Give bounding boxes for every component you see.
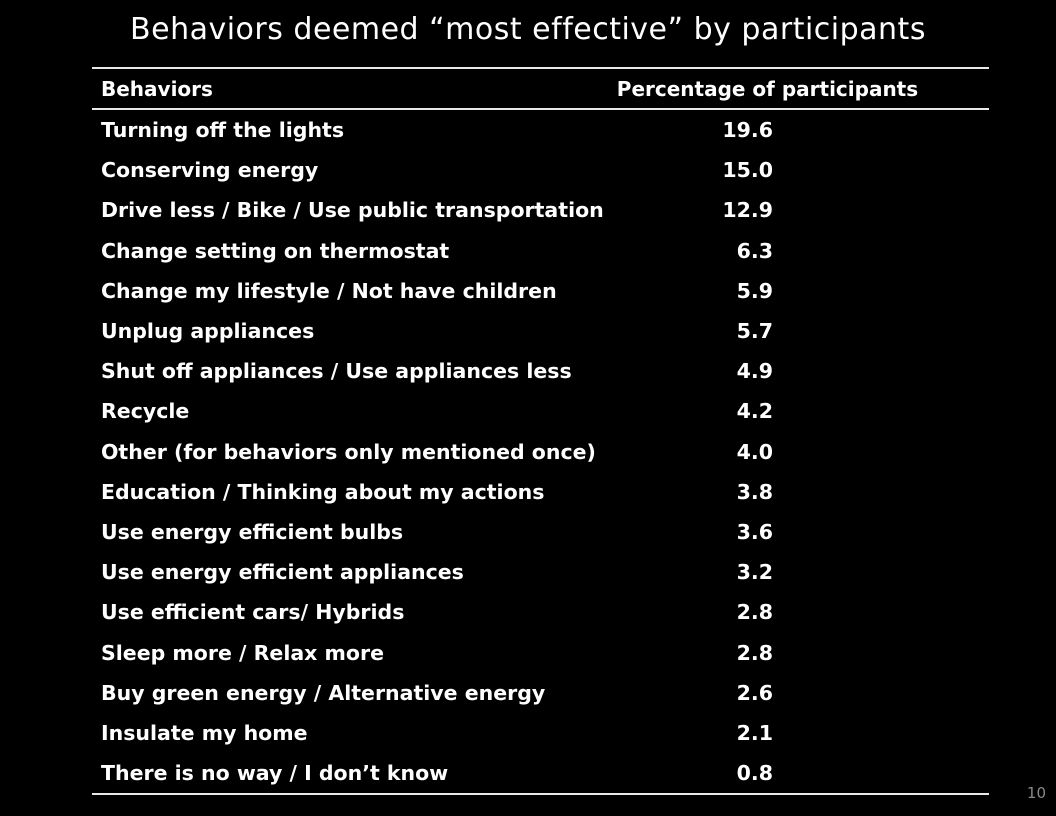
table-row [92, 753, 989, 793]
table-row [92, 592, 989, 632]
table-row [92, 432, 989, 472]
percentage-cell: 12.9 [722, 198, 773, 223]
behavior-cell: Insulate my home [101, 720, 308, 745]
percentage-cell: 3.6 [736, 519, 773, 544]
percentage-cell: 15.0 [722, 158, 773, 183]
table-row [92, 713, 989, 753]
behavior-cell: Sleep more / Relax more [101, 640, 384, 665]
page-number: 10 [1026, 784, 1046, 802]
behavior-cell: Conserving energy [101, 158, 319, 183]
behavior-cell: Other (for behaviors only mentioned once) [101, 439, 596, 464]
percentage-cell: 2.1 [736, 720, 773, 745]
table-row [92, 110, 989, 150]
percentage-cell: 19.6 [722, 118, 773, 143]
header-percentage: Percentage of participants [616, 76, 919, 101]
results-table [92, 69, 989, 793]
percentage-cell: 2.6 [736, 680, 773, 705]
behavior-cell: Use efficient cars/ Hybrids [101, 600, 405, 625]
percentage-cell: 3.2 [736, 560, 773, 585]
behavior-cell: Change my lifestyle / Not have children [101, 278, 557, 303]
behavior-cell: Use energy efficient appliances [101, 560, 464, 585]
table-row [92, 632, 989, 672]
table-row [92, 391, 989, 431]
percentage-cell: 6.3 [736, 238, 773, 263]
table-row [92, 231, 989, 271]
table-row [92, 271, 989, 311]
behavior-cell: There is no way / I don’t know [101, 761, 449, 786]
table-row [92, 351, 989, 391]
percentage-cell: 2.8 [736, 640, 773, 665]
percentage-cell: 5.7 [736, 319, 773, 344]
behavior-cell: Unplug appliances [101, 319, 315, 344]
table-row [92, 552, 989, 592]
percentage-cell: 4.2 [736, 399, 773, 424]
table-row [92, 512, 989, 552]
behavior-cell: Recycle [101, 399, 190, 424]
header-behaviors: Behaviors [101, 76, 213, 101]
table-header-row [92, 69, 989, 108]
percentage-cell: 4.0 [736, 439, 773, 464]
percentage-cell: 5.9 [736, 278, 773, 303]
table-row [92, 472, 989, 512]
behavior-cell: Shut off appliances / Use appliances less [101, 359, 572, 384]
table-row [92, 311, 989, 351]
table-bottom-rule [92, 793, 989, 795]
results-table-container [92, 67, 989, 795]
table-row [92, 673, 989, 713]
behavior-cell: Turning off the lights [101, 118, 345, 143]
table-row [92, 190, 989, 230]
behavior-cell: Education / Thinking about my actions [101, 479, 545, 504]
percentage-cell: 3.8 [736, 479, 773, 504]
table-row [92, 150, 989, 190]
table-body [92, 110, 989, 793]
percentage-cell: 0.8 [736, 761, 773, 786]
percentage-cell: 4.9 [736, 359, 773, 384]
slide-title: Behaviors deemed “most effective” by participants [130, 12, 926, 47]
behavior-cell: Change setting on thermostat [101, 238, 450, 263]
behavior-cell: Drive less / Bike / Use public transportation [101, 198, 604, 223]
percentage-cell: 2.8 [736, 600, 773, 625]
behavior-cell: Buy green energy / Alternative energy [101, 680, 546, 705]
behavior-cell: Use energy efficient bulbs [101, 519, 404, 544]
